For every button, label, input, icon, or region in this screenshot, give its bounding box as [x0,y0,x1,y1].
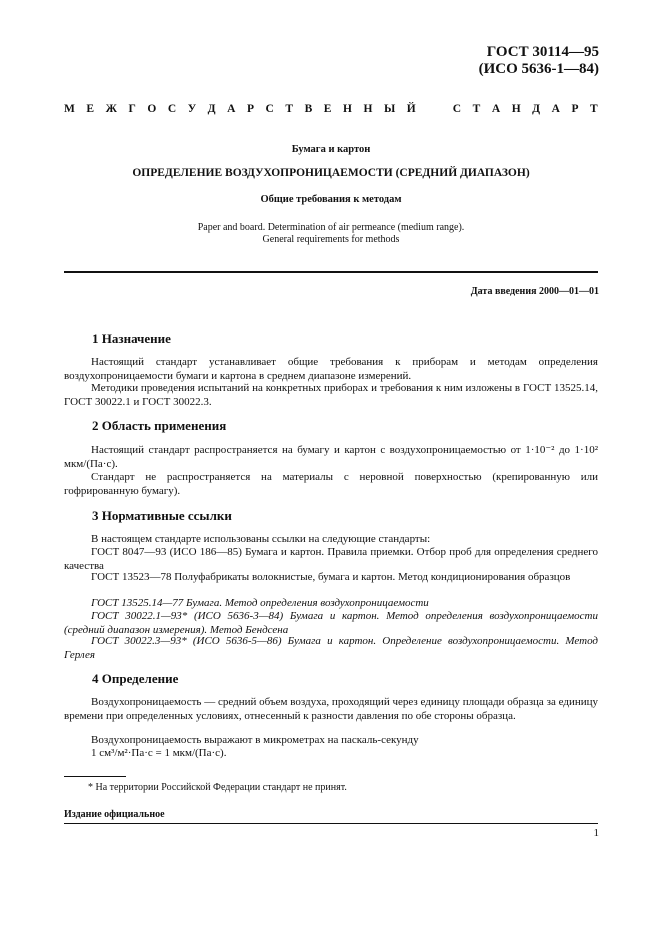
introduction-date: Дата введения 2000—01—01 [470,286,599,297]
section-2-paragraph-2: Стандарт не распространяется на материалы с неровной поверхностью (крепированную или гофрированную бумагу). [64,471,598,497]
english-title [64,222,598,246]
title-divider [64,271,598,273]
standard-code [479,44,599,78]
interstate-standard-banner [64,103,598,115]
section-4-paragraph-2: Воздухопроницаемость выражают в микрометрах на паскаль-секунду [91,734,419,746]
banner-letter: А [491,103,501,115]
section-3-paragraph-1: В настоящем стандарте использованы ссылки на следующие стандарты: [91,533,431,545]
banner-letter: А [227,103,236,115]
banner-letter: С [265,103,274,115]
banner-letter: О [147,103,157,115]
banner-letter: Ж [105,103,117,115]
banner-letter: Р [571,103,579,115]
banner-letter: Н [363,103,373,115]
section-3-heading: 3 Нормативные ссылки [92,508,232,523]
banner-letter: Т [285,103,294,115]
section-1-paragraph-1: Настоящий стандарт устанавливает общие требования к приборам и методам определения воздухопроницаемости бумаги и картона в среднем диапазоне измерений. [64,356,598,382]
section-3-reference-gost-30022-3: ГОСТ 30022.3—93* (ИСО 5636-5—86) Бумага и картон. Определение воздухопроницаемости. Метод Герлея [64,635,598,661]
banner-letter: Ы [383,103,396,115]
banner-letter: Г [128,103,136,115]
section-3-reference-gost-8047: ГОСТ 8047—93 (ИСО 186—85) Бумага и картон. Правила приемки. Отбор проб для определения среднего качества [64,546,598,572]
banner-letter: Д [532,103,541,115]
footnote-divider [64,776,126,777]
section-3-reference-gost-30022-1: ГОСТ 30022.1—93* (ИСО 5636-3—84) Бумага и картон. Метод определения воздухопроницаемости (средний диапазон измерения). Метод Бендсена [64,610,598,636]
banner-letter: Р [246,103,254,115]
english-title-line1: Paper and board. Determination of air permeance (medium range). [197,222,465,233]
standard-code-gost: ГОСТ 30114—95 [486,44,599,60]
page-number: 1 [593,827,599,839]
document-title: ОПРЕДЕЛЕНИЕ ВОЗДУХОПРОНИЦАЕМОСТИ (СРЕДНИЙ ДИАПАЗОН) [132,167,530,179]
banner-letter: У [187,103,197,115]
section-2-heading: 2 Область применения [92,418,227,433]
standard-code-iso: (ИСО 5636-1—84) [478,61,599,77]
banner-letter: А [551,103,560,115]
banner-letter: Н [342,103,352,115]
footnote: * На территории Российской Федерации стандарт не принят. [88,782,347,793]
banner-letter: Е [86,103,95,115]
official-edition-label: Издание официальное [64,809,165,820]
document-subtitle: Общие требования к методам [260,194,402,205]
banner-letter: Н [511,103,521,115]
banner-letter: Й [406,103,416,115]
section-4-heading: 4 Определение [92,671,179,686]
section-1-heading: 1 Назначение [92,331,171,346]
banner-letter: М [64,103,75,115]
document-subject: Бумага и картон [291,144,371,155]
banner-letter: С [452,103,462,115]
edition-divider [64,823,598,824]
section-3-reference-gost-13523: ГОСТ 13523—78 Полуфабрикаты волокнистые, бумага и картон. Метод кондиционирования образцов [91,571,571,583]
banner-letter: Д [207,103,216,115]
banner-letter: Т [472,103,481,115]
banner-letter: С [167,103,177,115]
section-3-reference-gost-13525: ГОСТ 13525.14—77 Бумага. Метод определения воздухопроницаемости [91,597,429,609]
english-title-line2: General requirements for methods [262,234,400,245]
section-2-paragraph-1: Настоящий стандарт распространяется на бумагу и картон с воздухопроницаемостью от 1·10⁻² до 1·10² мкм/(Па·с). [64,444,598,470]
banner-gap [427,103,441,115]
banner-letter: Е [323,103,332,115]
section-4-paragraph-1: Воздухопроницаемость — средний объем воздуха, проходящий через единицу площади образца за единицу времени при определенных условиях, отнесенный к разности давления по обе стороны образца. [64,696,598,722]
section-1-paragraph-2: Методики проведения испытаний на конкретных приборах и требования к ним изложены в ГОСТ 13525.14, ГОСТ 30022.1 и ГОСТ 30022.3. [64,382,598,408]
banner-letter: В [304,103,313,115]
banner-letter: Т [590,103,598,115]
section-4-formula: 1 см³/м²·Па·с = 1 мкм/(Па·с). [91,747,227,759]
